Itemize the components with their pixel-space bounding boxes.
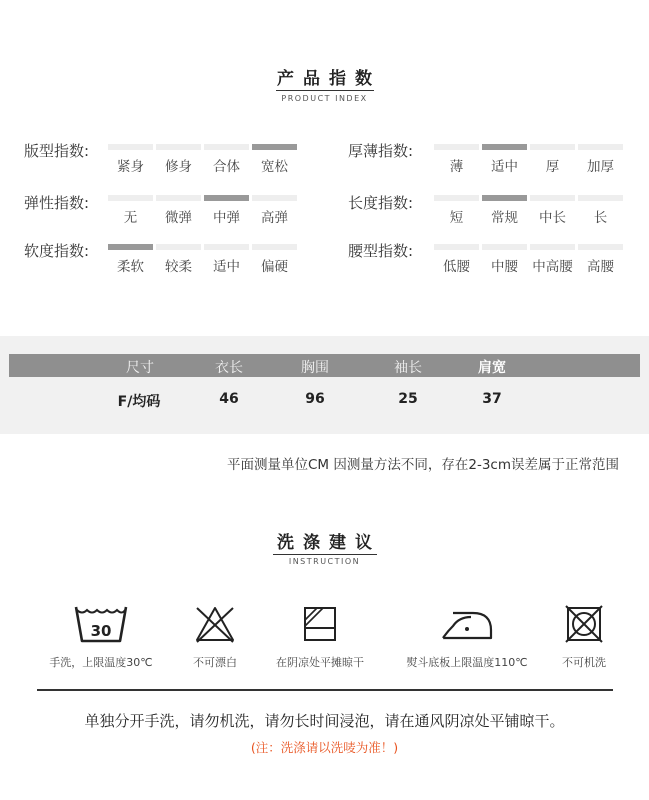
index-option-label: 中长	[539, 210, 566, 226]
index-bar	[156, 195, 201, 201]
care-caption: 熨斗底板上限温度110℃	[406, 656, 528, 669]
index-option-label: 中高腰	[532, 259, 573, 275]
index-bar	[434, 195, 479, 201]
index-option-label: 柔软	[117, 259, 144, 275]
index-option	[108, 244, 153, 275]
no-bleach-icon	[193, 604, 237, 644]
index-option	[578, 244, 623, 275]
index-option	[434, 195, 479, 226]
index-option-label: 适中	[213, 259, 240, 275]
index-bar	[530, 144, 575, 150]
index-option	[434, 144, 479, 175]
index-bar-selected	[252, 144, 297, 150]
index-option-label: 低腰	[443, 259, 470, 275]
fit-index-label: 版型指数:	[24, 142, 90, 160]
index-option	[482, 144, 527, 175]
index-option-label: 短	[449, 210, 464, 226]
iron-110-icon	[439, 604, 495, 644]
index-option-label: 中腰	[491, 259, 518, 275]
cell-size: F/均码	[117, 394, 161, 410]
index-option	[578, 144, 623, 175]
index-bar-selected	[108, 244, 153, 250]
thickness-index-label: 厚薄指数:	[348, 142, 414, 160]
index-option	[578, 195, 623, 226]
waist-index-scale	[434, 244, 626, 275]
index-option-label: 修身	[165, 159, 192, 175]
softness-index-scale	[108, 244, 300, 275]
index-option-label: 常规	[491, 210, 518, 226]
title-underline	[273, 554, 377, 555]
elasticity-index-label: 弹性指数:	[24, 194, 90, 212]
washing-title: 洗涤建议	[277, 533, 381, 553]
header-length: 衣长	[215, 360, 243, 376]
washing-advice: 单独分开手洗，请勿机洗，请勿长时间浸泡，请在通风阴凉处平铺晾干。	[84, 712, 565, 730]
softness-index-label: 软度指数:	[24, 242, 90, 260]
care-caption: 在阴凉处平摊晾干	[276, 656, 364, 669]
size-table-header	[9, 354, 640, 377]
index-option	[482, 195, 527, 226]
cell-length: 46	[219, 391, 239, 407]
index-option	[252, 195, 297, 226]
index-bar-selected	[204, 195, 249, 201]
index-option-label: 宽松	[261, 159, 288, 175]
care-caption: 手洗，上限温度30℃	[49, 656, 153, 669]
index-bar	[108, 195, 153, 201]
index-option-label: 适中	[491, 159, 518, 175]
index-bar	[578, 195, 623, 201]
index-option-label: 较柔	[165, 259, 192, 275]
header-bust: 胸围	[301, 360, 329, 376]
index-bar	[108, 144, 153, 150]
washing-warning: (注：洗涤请以洗唛为准！)	[250, 740, 399, 755]
index-bar-selected	[482, 195, 527, 201]
index-option-label: 薄	[449, 159, 464, 175]
waist-index-label: 腰型指数:	[348, 242, 414, 260]
elasticity-index-scale	[108, 195, 300, 226]
index-option-label: 偏硬	[261, 259, 288, 275]
care-dry-flat	[260, 604, 380, 670]
index-option-label: 微弹	[165, 210, 192, 226]
cell-bust: 96	[305, 391, 325, 407]
index-option-label: 合体	[213, 159, 240, 175]
index-bar	[482, 244, 527, 250]
index-bar	[578, 144, 623, 150]
index-bar	[156, 244, 201, 250]
index-option	[252, 144, 297, 175]
no-machine-wash-icon	[564, 604, 604, 644]
washing-subtitle: INSTRUCTION	[288, 557, 361, 566]
index-bar	[434, 244, 479, 250]
index-bar	[204, 244, 249, 250]
care-no-machine-wash	[544, 604, 624, 670]
index-bar	[156, 144, 201, 150]
product-index-subtitle: PRODUCT INDEX	[281, 94, 368, 103]
index-option	[204, 144, 249, 175]
index-bar	[204, 144, 249, 150]
index-option	[530, 244, 575, 275]
cell-shoulder: 37	[482, 391, 502, 407]
index-bar	[252, 195, 297, 201]
index-option-label: 长	[593, 210, 608, 226]
thickness-index-scale	[434, 144, 626, 175]
tub-temperature: 30	[90, 622, 112, 640]
dry-flat-shade-icon	[300, 604, 340, 644]
header-shoulder: 肩宽	[478, 360, 506, 376]
fit-index-scale	[108, 144, 300, 175]
index-option	[482, 244, 527, 275]
header-sleeve: 袖长	[394, 360, 422, 376]
index-option	[252, 244, 297, 275]
index-option-label: 紧身	[117, 159, 144, 175]
index-option-label: 无	[123, 210, 138, 226]
index-bar	[530, 195, 575, 201]
index-option	[434, 244, 479, 275]
divider	[37, 689, 613, 691]
hand-wash-30-icon	[73, 604, 129, 644]
measurement-note: 平面测量单位CM 因测量方法不同，存在2-3cm误差属于正常范围	[227, 457, 619, 473]
care-caption: 不可漂白	[193, 656, 237, 669]
index-option-label: 高弹	[261, 210, 288, 226]
index-option-label: 厚	[545, 159, 560, 175]
length-index-scale	[434, 195, 626, 226]
title-underline	[276, 90, 374, 91]
length-index-label: 长度指数:	[348, 194, 414, 212]
care-caption: 不可机洗	[562, 656, 606, 669]
header-size: 尺寸	[126, 360, 154, 376]
index-option-label: 加厚	[587, 159, 614, 175]
size-table-background	[0, 336, 649, 434]
index-option	[156, 244, 201, 275]
product-index-title: 产品指数	[277, 69, 381, 89]
index-option	[108, 195, 153, 226]
index-option	[204, 244, 249, 275]
index-option-label: 高腰	[587, 259, 614, 275]
index-bar	[530, 244, 575, 250]
index-option	[156, 195, 201, 226]
index-option	[530, 195, 575, 226]
care-iron	[392, 604, 542, 670]
care-hand-wash	[36, 604, 166, 670]
index-option	[108, 144, 153, 175]
index-option	[530, 144, 575, 175]
care-no-bleach	[170, 604, 260, 670]
index-option	[156, 144, 201, 175]
index-bar	[252, 244, 297, 250]
cell-sleeve: 25	[398, 391, 418, 407]
index-option-label: 中弹	[213, 210, 240, 226]
index-bar	[434, 144, 479, 150]
index-option	[204, 195, 249, 226]
index-bar-selected	[482, 144, 527, 150]
index-bar	[578, 244, 623, 250]
